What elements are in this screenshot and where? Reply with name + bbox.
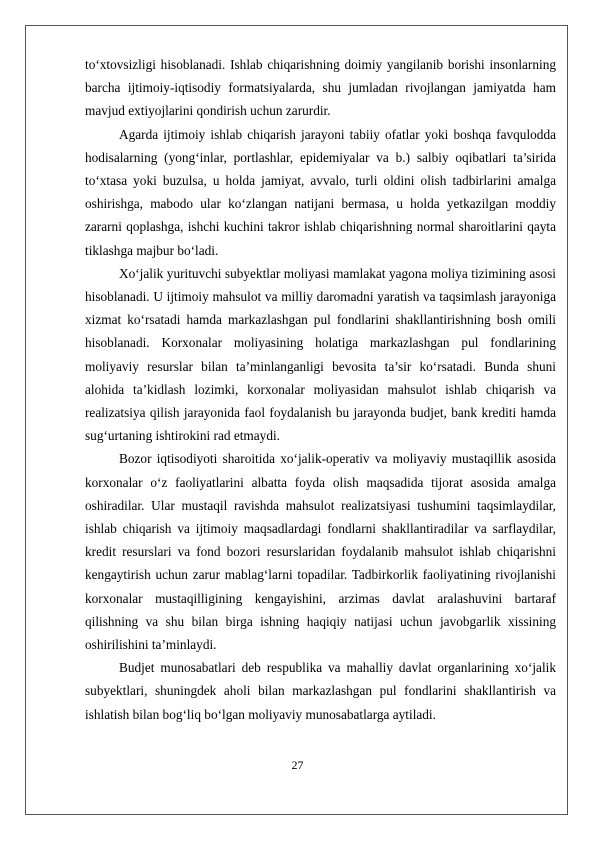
paragraph-3: Xo‘jalik yurituvchi subyektlar moliyasi mamlakat yagona moliya tizimining asosi hisoblanadi. U ijtimoiy mahsulot va milliy daromadni yaratish va taqsimlash jarayoniga xizmat ko‘rsatadi hamda markazlashgan pul fondlarini shakllantirishning bosh omili hisoblanadi. Korxonalar moliyasining holatiga markazlashgan pul fondlarining moliyaviy resurslar bilan ta’minlanganligi bevosita ta’sir ko‘rsatadi. Bunda shuni alohida ta’kidlash lozimki, korxonalar moliyasidan mahsulot ishlab chiqarish va realizatsiya qilish jarayonida faol foydalanish bu jarayonda budjet, bank krediti hamda sug‘urtaning ishtirokini rad etmaydi. [85,265,556,444]
paragraph-4: Bozor iqtisodiyoti sharoitida xo‘jalik-operativ va moliyaviy mustaqillik asosida korxonalar o‘z faoliyatlarini albatta foyda olish maqsadida tijorat asosida amalga oshiradilar. Ular mustaqil ravishda mahsulot realizatsiyasi tushumini taqsimlaydilar, ishlab chiqarish va ijtimoiy maqsadlardagi fondlarni shakllantiradilar va sarflaydilar, kredit resurslari va fond bozori resurslaridan foydalanib mahsulot ishlab chiqarishni kengaytirish uchun zarur mablag‘larni topadilar. Tadbirkorlik faoliyatining rivojlanishi korxonalar mustaqilligining kengayishini, arzimas davlat aralashuvini bartaraf qilishning va shu bilan birga ishning haqiqiy natijasi uchun javobgarlik xissining oshirilishini ta’minlaydi. [85,451,556,653]
paragraph-2: Agarda ijtimoiy ishlab chiqarish jarayoni tabiiy ofatlar yoki boshqa favqulodda hodisalarning (yong‘inlar, portlashlar, epidemiyalar va b.) salbiy oqibatlari ta’sirida to‘xtasa yoki buzulsa, u holda jamiyat, avvalo, turli oldini olish tadbirlarini amalga oshirishga, mabodo ular ko‘zlangan natijani bermasa, u holda yetkazilgan moddiy zararni qoplashga, ishchi kuchini takror ishlab chiqarishning normal sharoitlarini qayta tiklashga majbur bo‘ladi. [85,126,556,258]
page-number: 27 [291,758,304,772]
paragraph-5: Budjet munosabatlari deb respublika va mahalliy davlat organlarining xo‘jalik subyektlari, shuningdek aholi bilan markazlashgan pul fondlarini shakllantirish va ishlatish bilan bog‘liq bo‘lgan moliyaviy munosabatlarga aytiladi. [85,660,556,722]
paragraph-1: to‘xtovsizligi hisoblanadi. Ishlab chiqarishning doimiy yangilanib borishi insonlarning barcha ijtimoiy-iqtisodiy formatsiyalarda, shu jumladan rivojlangan jamiyatda ham mavjud extiyojlarini qondirish uchun zarurdir. [85,57,556,119]
document-body [85,53,556,726]
